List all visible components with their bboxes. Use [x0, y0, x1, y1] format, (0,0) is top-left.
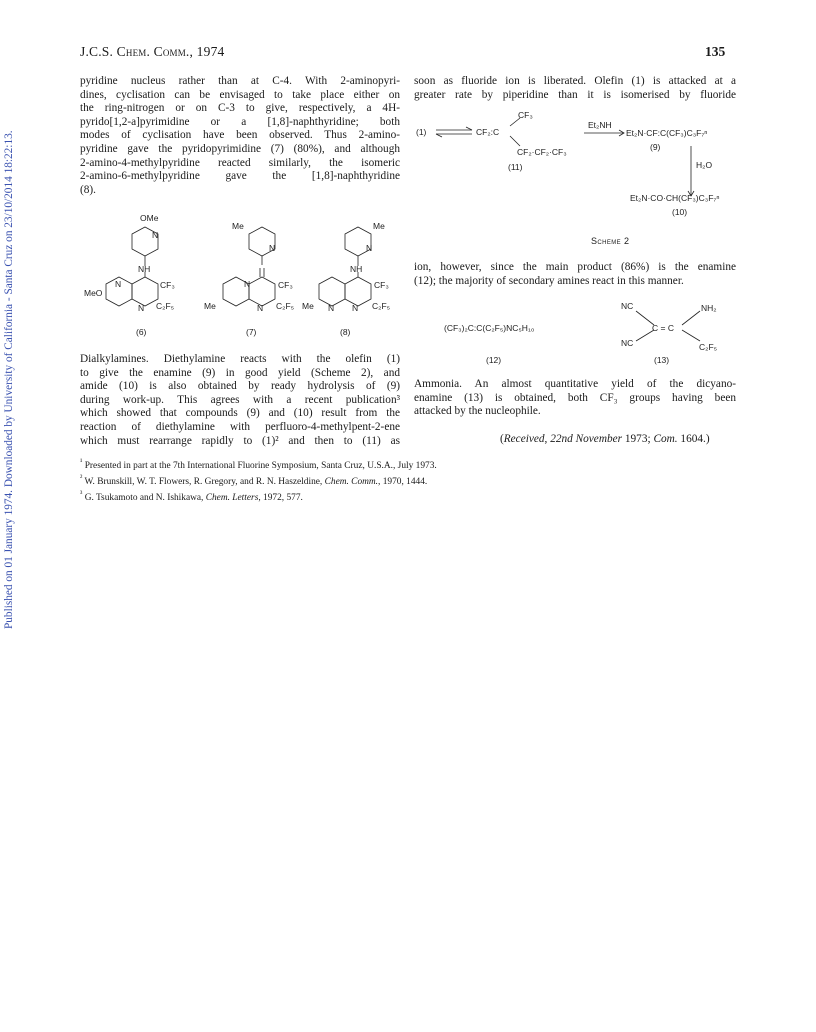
- c7-n-ring2: N: [257, 303, 264, 313]
- footnote-1: [80, 456, 740, 472]
- text-line: to give the enamine (9) in good yield (Scheme 2), and: [80, 366, 400, 379]
- text-line: during work-up. This agrees with a recent publication³: [80, 393, 400, 406]
- c8-cf3: CF₃: [374, 280, 389, 290]
- c13-c2f5: C₂F₅: [699, 342, 718, 352]
- c7-me: Me: [232, 221, 244, 231]
- scheme-c10: (10): [672, 207, 688, 217]
- received-date: (Received, 22nd November 1973; Com. 1604.): [500, 433, 710, 445]
- text-line: reaction of diethylamine with perfluoro-4-methylpent-2-ene: [80, 420, 400, 433]
- c12-label: (12): [486, 355, 502, 365]
- structure-figure: [80, 205, 410, 345]
- text-line: 2-amino-6-methylpyridine gave the [1,8]-naphthyridine: [80, 170, 400, 183]
- footnote-text: W. Brunskill, W. T. Flowers, R. Gregory, and R. N. Haszeldine,: [82, 477, 325, 488]
- c8-n-ring2: N: [352, 303, 359, 313]
- text-line: modes of cyclisation have been observed. Thus 2-amino-: [80, 129, 400, 142]
- c12-formula: (CF₃)₂C:C(C₂F₅)NC₅H₁₀: [444, 323, 535, 333]
- c13-nc1: NC: [621, 301, 634, 311]
- c8-n-top: N: [366, 243, 373, 253]
- footnote-text: , 1970, 1444.: [378, 477, 428, 488]
- c6-n-ring: N: [115, 279, 122, 289]
- text-line: pyridine gave the pyridopyrimidine (7) (80%), and although: [80, 142, 400, 155]
- received-rest: 1973;: [622, 433, 654, 445]
- text-line: 2-amino-4-methylpyridine reacted similarly, the isomeric: [80, 156, 400, 169]
- c6-n-top: N: [152, 230, 159, 240]
- scheme-cf3: CF₃: [518, 110, 533, 120]
- c7-c2f5: C₂F₅: [276, 301, 295, 311]
- scheme-c9: (9): [650, 142, 661, 152]
- footnote-journal: Chem. Comm.: [324, 477, 379, 488]
- scheme-c1: (1): [416, 127, 427, 137]
- c7-n-top: N: [269, 243, 276, 253]
- c6-meo: MeO: [84, 288, 103, 298]
- com-number: 1604.): [677, 433, 710, 445]
- footnote-text: Presented in part at the 7th International Fluorine Symposium, Santa Cruz, U.S.A., July 1973.: [82, 461, 437, 472]
- text-line: pyrido[1,2-a]pyrimidine or a [1,8]-naphthyridine; both: [80, 115, 400, 128]
- text-line: ion, however, since the main product (86%) is the enamine: [414, 261, 736, 273]
- c8-me2: Me: [302, 301, 314, 311]
- footnote-3: [80, 488, 740, 504]
- c8-c2f5: C₂F₅: [372, 301, 391, 311]
- scheme-2: [414, 108, 744, 218]
- scheme-chain: CF₂·CF₂·CF₃: [517, 147, 567, 157]
- journal-year: , 1974: [189, 44, 225, 59]
- text-line: dines, cyclisation can be envisaged to take place either on: [80, 88, 400, 101]
- text-line: (12); the majority of secondary amines react in this manner.: [414, 274, 684, 287]
- c6-nh: NH: [138, 264, 151, 274]
- text-line: pyridine nucleus rather than at C-4. With 2-aminopyri-: [80, 75, 400, 87]
- label-6: (6): [136, 327, 147, 337]
- scheme-caption: Scheme 2: [591, 236, 630, 246]
- footnote-journal: Chem. Letters: [205, 493, 259, 504]
- c8-n-ring: N: [328, 303, 335, 313]
- scheme-water: H₂O: [696, 160, 713, 170]
- text-line: soon as fluoride ion is liberated. Olefin (1) is attacked at a: [414, 75, 736, 87]
- c6-ome: OMe: [140, 213, 159, 223]
- footnote-marker: ¹: [80, 457, 83, 466]
- compounds-12-13: [414, 295, 744, 375]
- text-line: which must rearrange rapidly to (1)² and then to (11) as: [80, 434, 400, 447]
- c8-nh: NH: [350, 264, 363, 274]
- text-line: attacked by the nucleophile.: [414, 405, 541, 418]
- text-line: which showed that compounds (9) and (10) result from the: [80, 407, 400, 420]
- c13-label: (13): [654, 355, 670, 365]
- download-notice: Published on 01 January 1974. Downloaded by University of California - Santa Cruz on 23/10/2014 18:22:13.: [3, 130, 15, 630]
- scheme-enamine: Et₂N·CF:C(CF₃)C₃F₇ⁿ: [626, 128, 708, 138]
- text-line: amide (10) is also obtained by ready hydrolysis of (9): [80, 380, 400, 393]
- text-line: Dialkylamines. Diethylamine reacts with the olefin (1): [80, 353, 400, 365]
- journal-prefix: J.C.S.: [80, 44, 117, 59]
- scheme-reagent: Et₂NH: [588, 120, 612, 130]
- com-word: Com.: [653, 433, 678, 445]
- page-number: 135: [705, 44, 726, 59]
- text-line: enamine (13) is obtained, both CF₃ groups having been: [414, 391, 736, 404]
- left-column-top: [80, 75, 400, 197]
- scheme-cf2c: CF₂:C: [476, 127, 500, 137]
- right-column-middle: [414, 261, 736, 288]
- footnote-marker: ³: [80, 489, 83, 499]
- received-word: Received: [503, 433, 545, 445]
- right-column-top: [414, 75, 736, 102]
- c7-n-ring: N: [244, 279, 251, 289]
- c6-c2f5: C₂F₅: [156, 301, 175, 311]
- received-day: 22nd November: [550, 433, 623, 445]
- running-header: [80, 44, 224, 60]
- journal-name: Chem. Comm.: [116, 44, 190, 59]
- c13-cc: C = C: [652, 323, 674, 333]
- right-column-bottom: [414, 378, 736, 419]
- text-line: the ring-nitrogen or on C-3 to give, respectively, a 4H-: [80, 102, 400, 115]
- footnotes: [80, 456, 740, 504]
- c6-cf3: CF₃: [160, 280, 175, 290]
- footnote-2: [80, 472, 740, 488]
- text-line: Ammonia. An almost quantitative yield of the dicyano-: [414, 378, 736, 390]
- left-column-bottom: [80, 353, 400, 448]
- c13-nc2: NC: [621, 338, 634, 348]
- c8-me: Me: [373, 221, 385, 231]
- footnote-text: , 1972, 577.: [258, 493, 303, 504]
- text-line: (8).: [80, 183, 96, 196]
- text-line: greater rate by piperidine than it is isomerised by fluoride: [414, 88, 736, 101]
- label-8: (8): [340, 327, 351, 337]
- c6-n-ring2: N: [138, 303, 145, 313]
- footnote-marker: ²: [80, 473, 83, 483]
- scheme-amide: Et₂N·CO·CH(CF₃)C₃F₇ⁿ: [630, 193, 720, 203]
- c7-me2: Me: [204, 301, 216, 311]
- scheme-c11: (11): [508, 162, 523, 172]
- c13-nh2: NH₂: [701, 303, 717, 313]
- c7-cf3: CF₃: [278, 280, 293, 290]
- footnote-text: G. Tsukamoto and N. Ishikawa,: [82, 493, 206, 504]
- label-7: (7): [246, 327, 257, 337]
- paren-open: (: [500, 433, 504, 445]
